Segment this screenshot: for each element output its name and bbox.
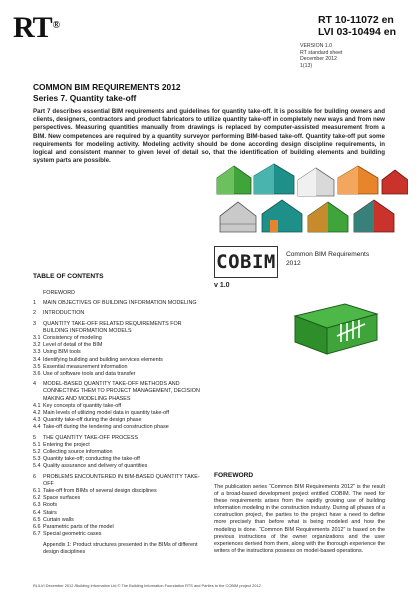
toc-item bbox=[33, 456, 203, 463]
house-model-5 bbox=[382, 170, 408, 194]
toc-item bbox=[33, 335, 203, 342]
toc-item-text: Quantity take-off during the design phase bbox=[43, 417, 142, 424]
toc-item-number: 4.2 bbox=[33, 410, 41, 417]
toc-item bbox=[33, 502, 203, 509]
toc-item bbox=[33, 310, 203, 317]
toc-item-number: 6.4 bbox=[33, 509, 41, 516]
document-code-lvi: LVI 03-10494 en bbox=[317, 26, 396, 38]
toc-item-number: 3 bbox=[33, 320, 36, 327]
page-footer: RL/LVI December 2012 /Building Information Ltd © The Building Information Foundation RTS and Parties to the COBIM project 2012 bbox=[33, 583, 261, 588]
toc-item bbox=[33, 364, 203, 371]
toc-item-text: Key concepts of quantity take-off bbox=[43, 402, 122, 409]
toc-item-number: 3.3 bbox=[33, 349, 41, 356]
house-model-4 bbox=[338, 166, 378, 194]
toc-item-number: 1 bbox=[33, 300, 36, 307]
toc-item-text: Parametric parts of the model bbox=[43, 524, 114, 531]
toc-item-number: 4.1 bbox=[33, 402, 41, 409]
toc-item-text: MAIN OBJECTIVES OF BUILDING INFORMATION MODELING bbox=[43, 300, 197, 307]
page-title-line1: COMMON BIM REQUIREMENTS 2012 bbox=[33, 82, 181, 92]
toc-item bbox=[33, 463, 203, 470]
toc-item bbox=[33, 321, 203, 335]
toc-item-text: Use of software tools and data transfer bbox=[43, 371, 136, 378]
toc-item-text: Consistency of modeling bbox=[43, 335, 102, 342]
toc-item bbox=[33, 417, 203, 424]
toc-item bbox=[33, 342, 203, 349]
toc-item-text: Identifying building and building services elements bbox=[43, 356, 163, 363]
toc-item-text: Entering the project bbox=[43, 441, 90, 448]
toc-item-text: Level of detail of the BIM bbox=[43, 342, 103, 349]
toc-item bbox=[33, 495, 203, 502]
toc-item-number: 5.1 bbox=[33, 441, 41, 448]
rt-logo: RT® bbox=[13, 11, 60, 44]
toc-item-number: 6.1 bbox=[33, 488, 41, 495]
toc-item-text: Take-off from BIMs of several design disciplines bbox=[43, 488, 157, 495]
toc-item-text: QUANTITY TAKE-OFF RELATED REQUIREMENTS FOR BUILDING INFORMATION MODELS bbox=[43, 320, 182, 334]
toc-item-number: 6.6 bbox=[33, 524, 41, 531]
document-meta bbox=[300, 43, 396, 69]
toc-item bbox=[33, 424, 203, 431]
house-model-6 bbox=[220, 202, 256, 232]
toc-item bbox=[33, 442, 203, 449]
house-model-3 bbox=[298, 168, 334, 196]
toc-item bbox=[33, 531, 203, 538]
toc-item-text: Using BIM tools bbox=[43, 349, 81, 356]
toc-item-text: Essential measurement information bbox=[43, 363, 128, 370]
document-code-rt: RT 10-11072 en bbox=[317, 14, 394, 26]
toc-item-text: Take-off during the tendering and construction phase bbox=[43, 424, 169, 431]
meta-date: December 2012 bbox=[300, 56, 337, 63]
table-of-contents bbox=[33, 290, 203, 556]
toc-item-number: 6 bbox=[33, 473, 36, 480]
house-model-2 bbox=[254, 164, 294, 194]
toc-item bbox=[33, 410, 203, 417]
toc-item-number: 3.1 bbox=[33, 335, 41, 342]
toc-item-number: 4.3 bbox=[33, 417, 41, 424]
toc-item-text: Quantity take-off; conducting the take-off bbox=[43, 456, 140, 463]
bim-models-collage bbox=[212, 158, 408, 238]
toc-item-number: 5 bbox=[33, 434, 36, 441]
toc-item bbox=[33, 488, 203, 495]
toc-item-number: 4.4 bbox=[33, 424, 41, 431]
toc-item-number: 6.5 bbox=[33, 516, 41, 523]
toc-item bbox=[33, 357, 203, 364]
cobim-title-line1: Common BIM Requirements bbox=[286, 251, 370, 258]
house-model-7 bbox=[262, 200, 302, 232]
toc-item-text: Stairs bbox=[43, 509, 57, 516]
toc-item-number: 3.4 bbox=[33, 356, 41, 363]
foreword-heading: FOREWORD bbox=[214, 472, 254, 479]
toc-item-text: MODEL-BASED QUANTITY TAKE-OFF METHODS AND CONNECTING THEM TO PROJECT MANAGEMENT, DECISION MAKING AND MODELING PHASES bbox=[43, 381, 200, 402]
toc-item bbox=[33, 403, 203, 410]
toc-item-text: THE QUANTITY TAKE-OFF PROCESS bbox=[43, 434, 138, 441]
toc-item-number: 3.2 bbox=[33, 342, 41, 349]
document-codes bbox=[318, 14, 396, 38]
cobim-title bbox=[286, 250, 369, 268]
toc-item-number bbox=[33, 290, 43, 297]
toc-item bbox=[33, 300, 203, 307]
foreword-text: The publication series “Common BIM Requirements 2012” is the result of a broad-based development project entitled COBIM. The need for these requirements arises from the rapidly growing use of building information modeling in the construction industry. During all phases of a construction project, the parties to the project have a need to define more precisely than before what is being modeled and how the modeling is done. “Common BIM Requirements 2012” is based on the previous instructions of the owner organizations and the user experiences derived from them, along with the thorough experience the writers of the instructions possess on model-based operations. bbox=[214, 484, 385, 554]
toc-item-number: 5.4 bbox=[33, 463, 41, 470]
toc-item-text: Quality assurance and delivery of quantities bbox=[43, 463, 148, 470]
toc-item-number: 5.3 bbox=[33, 456, 41, 463]
toc-item-text: Curtain walls bbox=[43, 516, 74, 523]
toc-item bbox=[33, 371, 203, 378]
toc-item-text: Appendix 1: Product structures presented in the BIMs of different design disciplines bbox=[43, 541, 198, 555]
toc-item-number: 6.3 bbox=[33, 502, 41, 509]
house-model-9 bbox=[354, 200, 394, 232]
toc-item-text: Main levels of utilizing model data in quantity take-off bbox=[43, 410, 170, 417]
page-title bbox=[33, 82, 181, 103]
toc-item bbox=[33, 435, 203, 442]
toc-item-text: PROBLEMS ENCOUNTERED IN BIM-BASED QUANTITY TAKE-OFF bbox=[43, 473, 200, 487]
toc-item-text: Special geometric cases bbox=[43, 531, 102, 538]
meta-version: VERSION 1.0 bbox=[300, 43, 333, 49]
quantity-box-illustration bbox=[285, 298, 385, 356]
toc-item bbox=[33, 542, 203, 556]
toc-item-number: 6.7 bbox=[33, 531, 41, 538]
toc-item-number: 5.2 bbox=[33, 449, 41, 456]
toc-item bbox=[33, 449, 203, 456]
meta-page: 1(13) bbox=[300, 62, 313, 69]
toc-item-text: Roofs bbox=[43, 502, 58, 509]
toc-item-text: INTRODUCTION bbox=[43, 310, 85, 317]
cobim-logo: COBIM bbox=[214, 246, 278, 278]
toc-item-text: Space surfaces bbox=[43, 495, 81, 502]
toc-item bbox=[33, 510, 203, 517]
house-model-8 bbox=[308, 202, 348, 232]
toc-item bbox=[33, 517, 203, 524]
page-title-line2: Series 7. Quantity take-off bbox=[33, 92, 137, 103]
cobim-brand bbox=[214, 246, 410, 280]
house-model-1 bbox=[217, 166, 251, 194]
toc-item bbox=[33, 524, 203, 531]
toc-item-number bbox=[33, 542, 43, 556]
intro-paragraph: Part 7 describes essential BIM requirements and guidelines for quantity take-off. It is possible for building owners and clients, designers, contractors and product fabricators to utilize quantity take-off in completely new ways and from new perspectives. Measuring quantities manually from drawings is replaced by computer-assisted measurement from a BIM. New competences are required by a quantity surveyor performing BIM-based take-off. Quantity take-off put some requirements for modeling activity. Modeling activity should be done according design discipline requirements, in logical and consistent manner to given level of detail so, that the identification of building elements and building system parts are possible. bbox=[33, 108, 385, 165]
cobim-version: v 1.0 bbox=[214, 282, 230, 289]
toc-item-text: FOREWORD bbox=[43, 290, 76, 296]
toc-item-number: 3.6 bbox=[33, 371, 41, 378]
toc-item-number: 6.2 bbox=[33, 495, 41, 502]
toc-item bbox=[33, 474, 203, 488]
toc-item bbox=[33, 349, 203, 356]
toc-heading: TABLE OF CONTENTS bbox=[33, 273, 104, 280]
toc-item-text: Collecting source information bbox=[43, 449, 113, 456]
cobim-title-line2: 2012 bbox=[286, 260, 301, 267]
toc-item-number: 4 bbox=[33, 381, 36, 388]
toc-item bbox=[33, 381, 203, 403]
toc-item bbox=[33, 290, 203, 297]
toc-item-number: 3.5 bbox=[33, 363, 41, 370]
toc-item-number: 2 bbox=[33, 310, 36, 317]
meta-sheet-type: RT standard sheet bbox=[300, 49, 343, 56]
